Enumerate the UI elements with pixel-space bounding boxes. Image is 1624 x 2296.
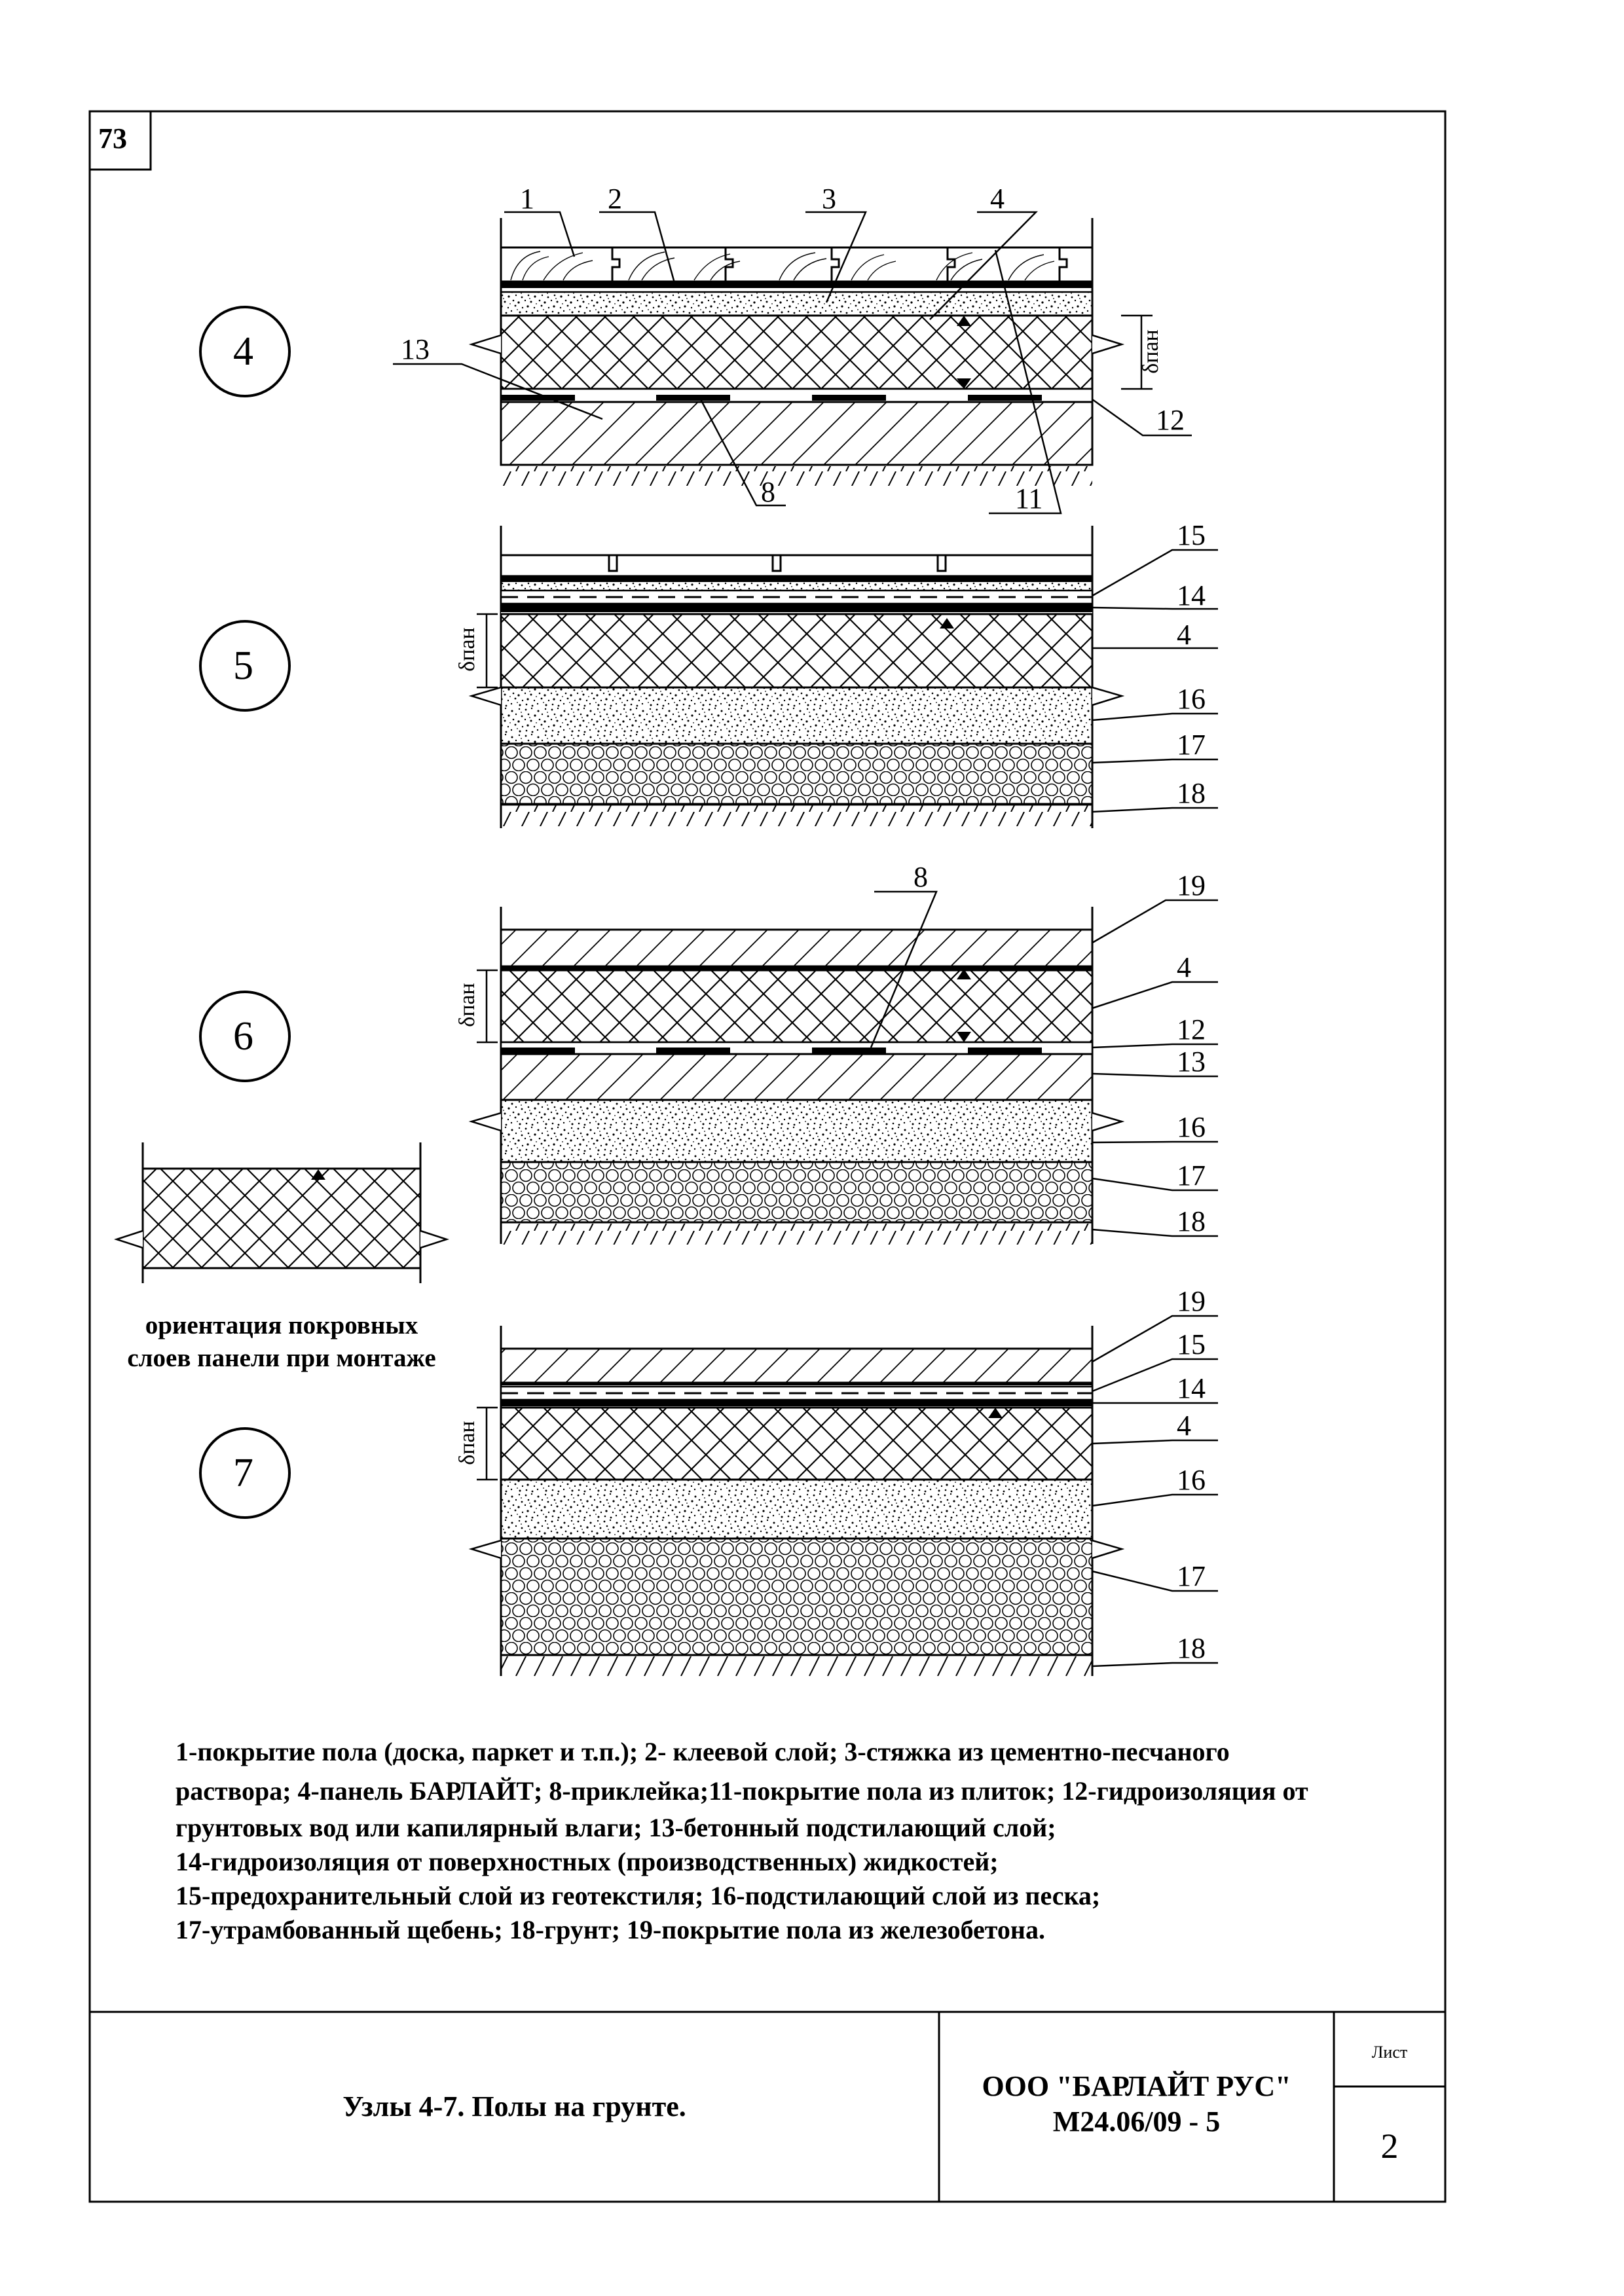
n4-label-8: 8 [761, 476, 775, 508]
legend-line: раствора; 4-панель БАРЛАЙТ; 8-приклейка;11-покрытие пола из плиток; 12-гидроизоляция от [175, 1776, 1308, 1806]
n5-label-17: 17 [1177, 729, 1206, 761]
legend-line: 14-гидроизоляция от поверхностных (производственных) жидкостей; [175, 1847, 999, 1876]
n7-label-17: 17 [1177, 1560, 1206, 1592]
node-5-number: 5 [233, 644, 253, 688]
node-7-section [471, 1316, 1218, 1676]
n6-label-17: 17 [1177, 1159, 1206, 1192]
n5-label-18: 18 [1177, 777, 1206, 809]
n4-label-4: 4 [990, 183, 1005, 215]
node-4-number: 4 [233, 329, 253, 374]
title-block-title: Узлы 4-7. Полы на грунте. [342, 2090, 686, 2123]
node-4-section [393, 212, 1192, 513]
n7-label-4: 4 [1177, 1410, 1191, 1442]
n5-label-16: 16 [1177, 683, 1206, 715]
node-7-delta-label: δпан [454, 1421, 479, 1465]
corner-sheet-number: 73 [98, 122, 127, 155]
n5-label-4: 4 [1177, 619, 1191, 651]
orientation-caption-line-1: ориентация покровных [145, 1311, 418, 1339]
n4-label-2: 2 [608, 183, 622, 215]
n4-label-3: 3 [822, 183, 836, 215]
orientation-caption-line-2: слоев панели при монтаже [127, 1344, 436, 1372]
title-block-sheet-number: 2 [1380, 2126, 1399, 2166]
n7-label-15: 15 [1177, 1328, 1206, 1360]
orientation-sketch [117, 1142, 447, 1283]
node-4-delta-label: δпан [1138, 329, 1163, 374]
legend-line: 17-утрамбованный щебень; 18-грунт; 19-покрытие пола из железобетона. [175, 1915, 1045, 1944]
n6-label-16: 16 [1177, 1111, 1206, 1143]
n7-label-18: 18 [1177, 1632, 1206, 1664]
node-6-delta-label: δпан [454, 983, 479, 1027]
node-7-number: 7 [233, 1451, 253, 1495]
n7-label-14: 14 [1177, 1372, 1206, 1404]
n6-label-12: 12 [1177, 1013, 1206, 1046]
n6-label-19: 19 [1177, 869, 1206, 902]
n7-label-16: 16 [1177, 1464, 1206, 1496]
n5-label-15: 15 [1177, 519, 1206, 551]
n4-label-12: 12 [1156, 404, 1185, 436]
legend-line: грунтовых вод или капилярный влаги; 13-бетонный подстилающий слой; [175, 1813, 1056, 1842]
n4-label-11: 11 [1015, 483, 1043, 515]
n5-label-14: 14 [1177, 579, 1206, 611]
title-block-code: М24.06/09 - 5 [1052, 2105, 1221, 2138]
node-6-section [471, 892, 1218, 1245]
n7-label-19: 19 [1177, 1285, 1206, 1317]
legend-line: 15-предохранительный слой из геотекстиля; 16-подстилающий слой из песка; [175, 1881, 1101, 1910]
orientation-caption [98, 1309, 465, 1375]
n4-label-13: 13 [401, 333, 430, 365]
n6-label-4: 4 [1177, 951, 1191, 983]
legend-line: 1-покрытие пола (доска, паркет и т.п.); 2- клеевой слой; 3-стяжка из цементно-песчаного [175, 1737, 1230, 1766]
title-block-sheet-label: Лист [1371, 2043, 1408, 2062]
n6-label-8: 8 [913, 861, 928, 893]
node-5-section [471, 526, 1218, 828]
node-5-delta-label: δпан [454, 627, 479, 672]
n4-label-1: 1 [520, 183, 534, 215]
node-6-number: 6 [233, 1014, 253, 1059]
n6-label-13: 13 [1177, 1046, 1206, 1078]
title-block-company: ООО "БАРЛАЙТ РУС" [982, 2070, 1291, 2102]
n6-label-18: 18 [1177, 1205, 1206, 1237]
